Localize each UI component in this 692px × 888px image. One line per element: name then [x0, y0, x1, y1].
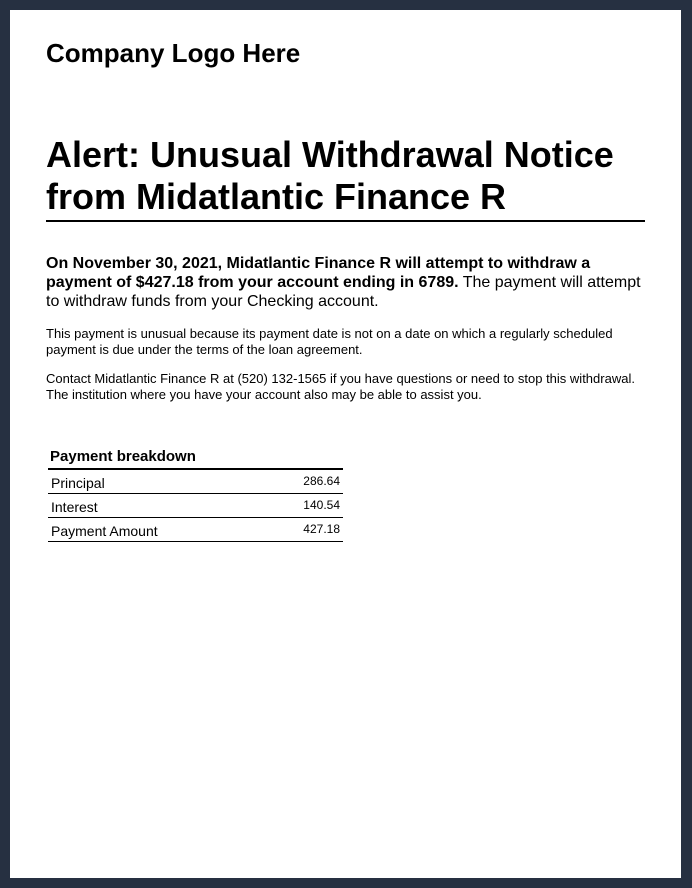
payment-breakdown-table — [48, 448, 343, 542]
withdrawal-summary-account: The payment will attempt to withdraw funds from your Checking account. — [46, 274, 641, 310]
table-row — [48, 518, 343, 542]
withdrawal-summary — [46, 254, 656, 311]
table-row — [48, 470, 343, 494]
row-value-interest: 140.54 — [303, 498, 340, 512]
row-label-payment-amount: Payment Amount — [51, 523, 158, 539]
notice-page — [10, 10, 681, 878]
row-value-principal: 286.64 — [303, 474, 340, 488]
row-label-interest: Interest — [51, 499, 98, 515]
contact-text: Contact Midatlantic Finance R at (520) 132-1565 if you have questions or need to stop this withdrawal. The institution where you have your account also may be able to assist you. — [46, 371, 635, 402]
table-row — [48, 494, 343, 518]
row-value-payment-amount: 427.18 — [303, 522, 340, 536]
notice-title: Alert: Unusual Withdrawal Notice from Midatlantic Finance R — [46, 134, 645, 222]
withdrawal-summary-bold: On November 30, 2021, Midatlantic Finance R will attempt to withdraw a payment of $427.18 from your account ending in 6789. — [46, 255, 591, 291]
company-logo-placeholder: Company Logo Here — [46, 38, 301, 68]
unusual-reason-text: This payment is unusual because its payment date is not on a date on which a regularly scheduled payment is due under the terms of the loan agreement. — [46, 326, 613, 357]
payment-breakdown-heading: Payment breakdown — [48, 448, 343, 470]
row-label-principal: Principal — [51, 475, 105, 491]
